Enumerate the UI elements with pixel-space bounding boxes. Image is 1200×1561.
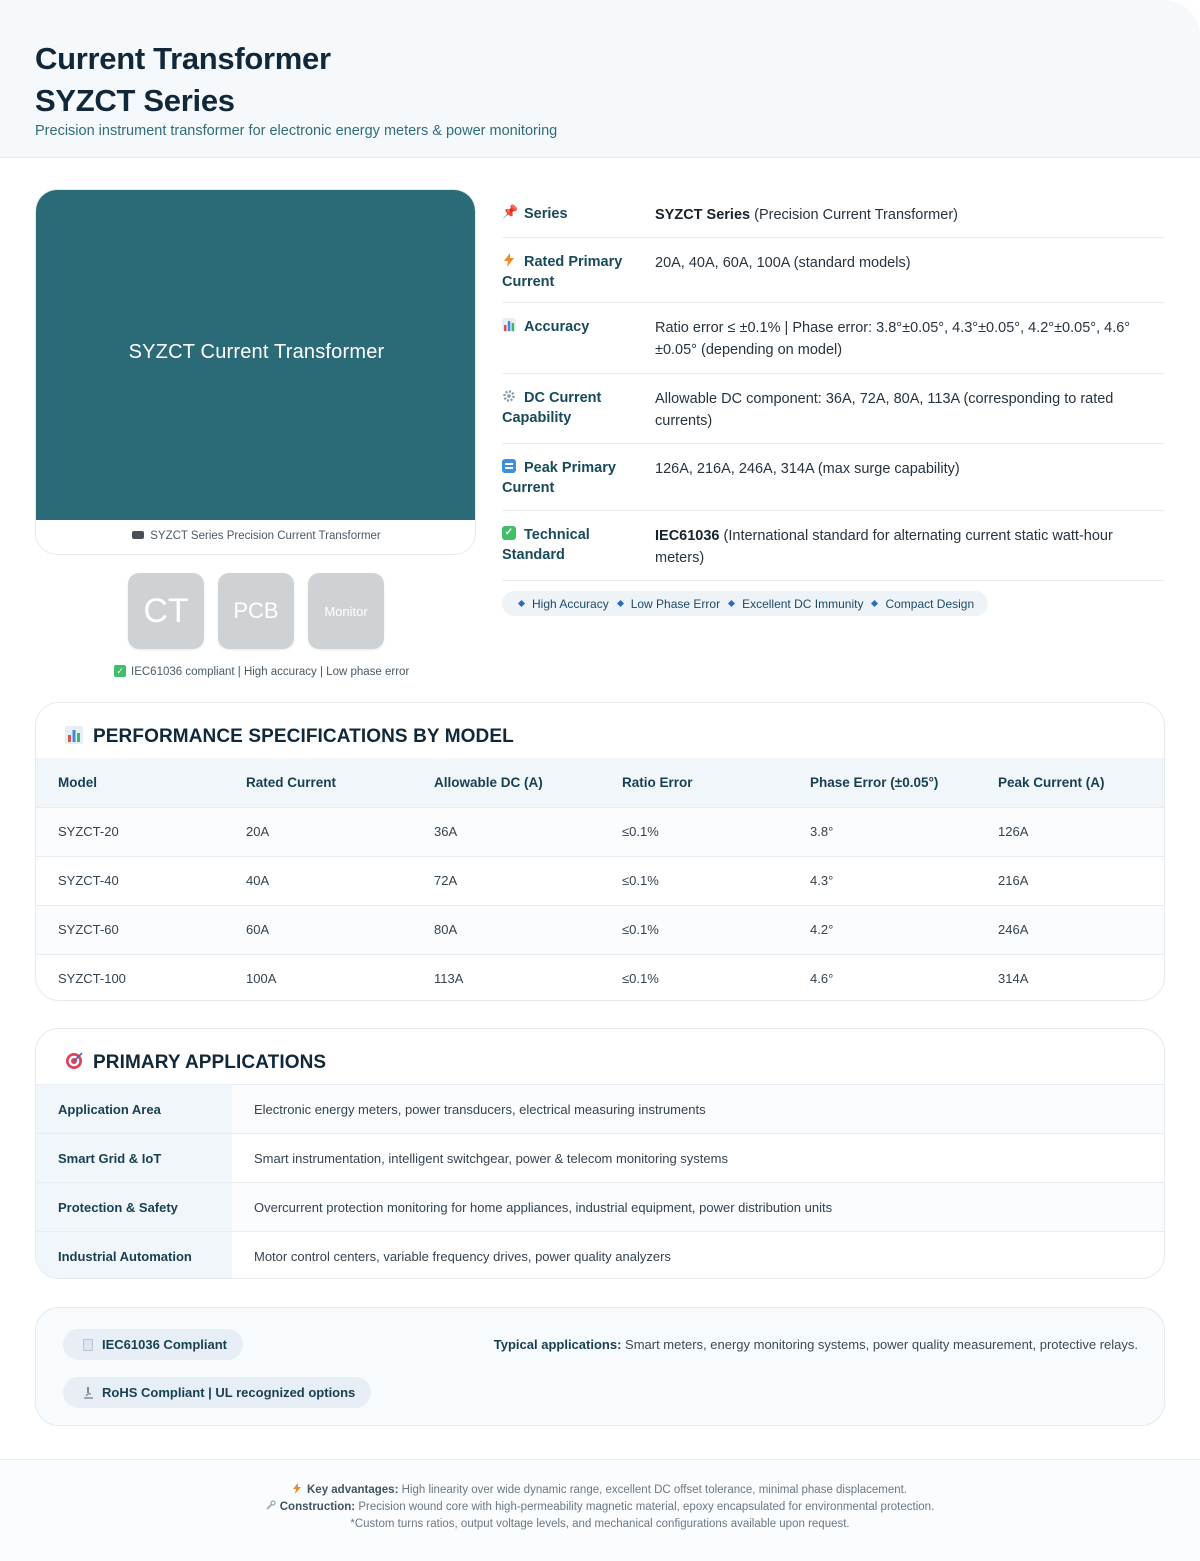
typical-applications	[494, 1337, 1138, 1352]
table-cell: 4.3°	[788, 856, 976, 905]
applications-heading-text: PRIMARY APPLICATIONS	[93, 1052, 327, 1073]
spec-label-text: Series	[524, 206, 568, 222]
column-header: Peak Current (A)	[976, 758, 1165, 807]
application-value: Motor control centers, variable frequency drives, power quality analyzers	[232, 1232, 1165, 1280]
footer-notes	[0, 1459, 1200, 1561]
spec-value-text: (International standard for alternating current static watt-hour meters)	[655, 528, 1113, 566]
compliance-line-text: IEC61036 compliant | High accuracy | Low phase error	[131, 666, 410, 679]
tag-label: Compact Design	[885, 596, 975, 611]
performance-heading	[65, 726, 514, 748]
spec-label	[502, 317, 642, 337]
typical-text: Smart meters, energy monitoring systems, power quality measurement, protective relays.	[621, 1337, 1138, 1352]
spec-label-text: Rated Primary Current	[502, 254, 623, 290]
lightning-icon	[502, 253, 516, 267]
spec-row-peak-current	[502, 444, 1165, 511]
table-cell: 113A	[412, 954, 600, 1001]
thumbnail-monitor[interactable]: Monitor	[308, 573, 384, 649]
product-card	[35, 189, 476, 555]
camera-icon	[132, 531, 144, 539]
title-line-1: Current Transformer	[35, 41, 331, 76]
page-header	[0, 0, 1200, 158]
pin-icon: 📌	[502, 204, 519, 220]
spec-value	[655, 317, 1145, 361]
table-cell: 60A	[224, 905, 412, 954]
page-title	[35, 38, 331, 122]
feature-tags	[502, 591, 988, 616]
table-cell: 4.6°	[788, 954, 976, 1001]
application-key: Application Area	[36, 1085, 232, 1134]
microscope-icon	[83, 1387, 93, 1399]
table-row	[36, 905, 1165, 954]
application-value: Overcurrent protection monitoring for home appliances, industrial equipment, power distribution units	[232, 1183, 1165, 1232]
wrench-icon	[266, 1500, 274, 1511]
performance-heading-text: PERFORMANCE SPECIFICATIONS BY MODEL	[93, 726, 514, 747]
table-cell: SYZCT-40	[36, 856, 224, 905]
product-caption	[36, 530, 476, 542]
performance-section	[35, 702, 1165, 1001]
column-header: Phase Error (±0.05°)	[788, 758, 976, 807]
spec-row-rated-current	[502, 238, 1165, 303]
document-icon	[83, 1339, 93, 1351]
spec-value	[655, 204, 1145, 226]
spec-value	[655, 388, 1145, 432]
application-key: Industrial Automation	[36, 1232, 232, 1280]
bar-chart-icon	[65, 726, 83, 744]
column-header: Allowable DC (A)	[412, 758, 600, 807]
applications-heading	[65, 1052, 326, 1074]
spec-value-text: Allowable DC component: 36A, 72A, 80A, 113A (corresponding to rated currents)	[655, 391, 1114, 429]
tag	[872, 597, 974, 611]
note-advantages	[0, 1484, 1200, 1496]
table-row	[36, 1232, 1165, 1280]
table-cell: SYZCT-60	[36, 905, 224, 954]
table-cell: 246A	[976, 905, 1165, 954]
spec-value	[655, 525, 1145, 569]
spec-row-technical-standard	[502, 511, 1165, 581]
diamond-icon	[518, 600, 525, 607]
tag	[729, 597, 863, 611]
spec-label-text: Peak Primary Current	[502, 460, 616, 496]
peak-icon	[502, 459, 516, 473]
spec-value-text: 20A, 40A, 60A, 100A (standard models)	[655, 255, 911, 271]
diamond-icon	[871, 600, 878, 607]
spec-row-series	[502, 190, 1165, 238]
spec-value-text: Ratio error ≤ ±0.1% | Phase error: 3.8°±0.05°, 4.3°±0.05°, 4.2°±0.05°, 4.6° ±0.05° (depending on model)	[655, 320, 1131, 358]
badge-label: IEC61036 Compliant	[102, 1337, 227, 1352]
gear-icon	[502, 389, 516, 403]
compliance-badge-iec	[63, 1329, 243, 1360]
spec-label-text: DC Current Capability	[502, 390, 602, 426]
product-image	[36, 190, 476, 520]
tag-label: Excellent DC Immunity	[742, 596, 864, 611]
diamond-icon	[617, 600, 624, 607]
spec-label	[502, 458, 642, 498]
tag-label: Low Phase Error	[630, 596, 721, 611]
lightning-icon	[293, 1483, 301, 1494]
diamond-icon	[728, 600, 735, 607]
spec-value-bold: SYZCT Series	[655, 207, 751, 223]
table-row	[36, 807, 1165, 856]
tag	[519, 597, 609, 611]
thumbnail-pcb[interactable]: PCB	[218, 573, 294, 649]
performance-table	[36, 758, 1165, 1001]
title-line-2: SYZCT Series	[35, 83, 235, 118]
spec-row-accuracy	[502, 303, 1165, 374]
table-cell: ≤0.1%	[600, 954, 788, 1001]
column-header: Model	[36, 758, 224, 807]
table-cell: 126A	[976, 807, 1165, 856]
check-icon: ✓	[502, 526, 516, 540]
table-row	[36, 856, 1165, 905]
spec-label	[502, 388, 642, 428]
applications-section	[35, 1028, 1165, 1279]
note-text: Precision wound core with high-permeability magnetic material, epoxy encapsulated for environmental protection.	[355, 1501, 935, 1513]
spec-value-bold: IEC61036	[655, 528, 720, 544]
bar-chart-icon	[502, 318, 516, 332]
spec-value	[655, 252, 1145, 274]
spec-label	[502, 204, 642, 224]
note-label: Key advantages:	[307, 1484, 399, 1496]
spec-label	[502, 525, 642, 565]
check-icon: ✓	[114, 665, 126, 677]
table-cell: SYZCT-20	[36, 807, 224, 856]
spec-value-text: 126A, 216A, 246A, 314A (max surge capability)	[655, 461, 960, 477]
table-cell: ≤0.1%	[600, 807, 788, 856]
compliance-card	[35, 1307, 1165, 1426]
spec-label-text: Accuracy	[524, 319, 590, 335]
table-cell: 216A	[976, 856, 1165, 905]
table-header-row	[36, 758, 1165, 807]
thumbnail-ct[interactable]: CT	[128, 573, 204, 649]
table-cell: SYZCT-100	[36, 954, 224, 1001]
note-text: High linearity over wide dynamic range, excellent DC offset tolerance, minimal phase displacement.	[398, 1484, 907, 1496]
spec-value	[655, 458, 1145, 480]
table-row	[36, 1134, 1165, 1183]
column-header: Rated Current	[224, 758, 412, 807]
application-value: Smart instrumentation, intelligent switchgear, power & telecom monitoring systems	[232, 1134, 1165, 1183]
thumbnail-strip	[128, 573, 383, 649]
note-label: Construction:	[279, 1501, 356, 1513]
spec-label	[502, 252, 642, 292]
table-cell: 3.8°	[788, 807, 976, 856]
table-cell: ≤0.1%	[600, 905, 788, 954]
compliance-badge-rohs	[63, 1377, 371, 1408]
table-cell: 36A	[412, 807, 600, 856]
applications-table	[36, 1084, 1165, 1279]
table-cell: 100A	[224, 954, 412, 1001]
table-cell: 72A	[412, 856, 600, 905]
product-caption-text: SYZCT Series Precision Current Transformer	[150, 530, 381, 542]
target-icon	[65, 1052, 83, 1070]
table-cell: 80A	[412, 905, 600, 954]
product-image-label: SYZCT Current Transformer	[128, 340, 385, 363]
table-cell: ≤0.1%	[600, 856, 788, 905]
table-row	[36, 954, 1165, 1001]
column-header: Ratio Error	[600, 758, 788, 807]
application-key: Protection & Safety	[36, 1183, 232, 1232]
badge-label: RoHS Compliant | UL recognized options	[102, 1385, 356, 1400]
note-construction	[0, 1501, 1200, 1513]
table-cell: 20A	[224, 807, 412, 856]
application-key: Smart Grid & IoT	[36, 1134, 232, 1183]
compliance-line	[114, 666, 409, 678]
spec-value-text: (Precision Current Transformer)	[750, 207, 958, 223]
table-cell: 314A	[976, 954, 1165, 1001]
note-custom: *Custom turns ratios, output voltage levels, and mechanical configurations available upon request.	[350, 1518, 850, 1530]
spec-row-dc-current	[502, 374, 1165, 444]
application-value: Electronic energy meters, power transducers, electrical measuring instruments	[232, 1085, 1165, 1134]
page-subtitle: Precision instrument transformer for electronic energy meters & power monitoring	[35, 123, 558, 139]
typical-label: Typical applications:	[493, 1337, 622, 1352]
table-row	[36, 1183, 1165, 1232]
tag-label: High Accuracy	[532, 596, 609, 611]
spec-label-text: Technical Standard	[502, 527, 590, 563]
table-cell: 4.2°	[788, 905, 976, 954]
table-cell: 40A	[224, 856, 412, 905]
table-row	[36, 1085, 1165, 1134]
tag	[618, 597, 720, 611]
